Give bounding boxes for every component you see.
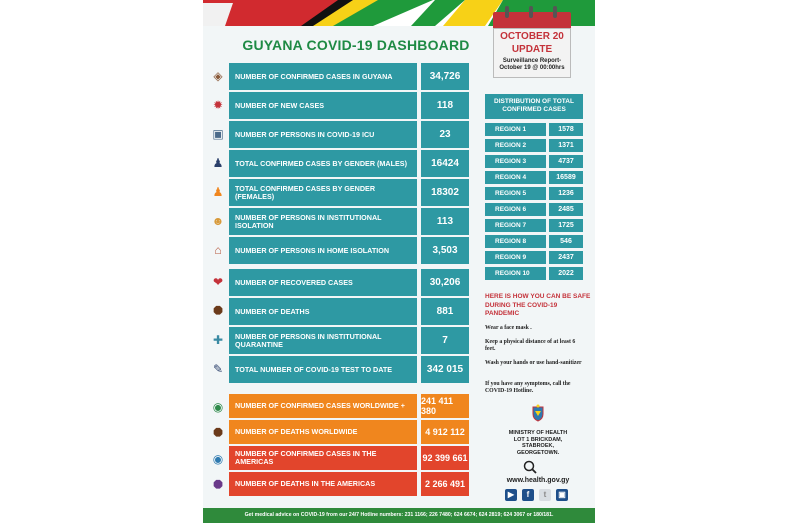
region-value: 2437 xyxy=(549,251,583,264)
nurse-icon: ☻ xyxy=(211,214,225,228)
calendar-ring xyxy=(553,6,557,18)
stat-row-quarantine xyxy=(211,327,469,354)
region-value: 2022 xyxy=(549,267,583,280)
update-date: OCTOBER 20 xyxy=(500,31,564,42)
surveillance-note-1: Surveillance Report- xyxy=(502,58,562,64)
stat-label: NUMBER OF CONFIRMED CASES WORLDWIDE + xyxy=(229,394,417,418)
stat-value: 241 411 380 xyxy=(421,394,469,418)
stat-row-confirmed xyxy=(211,63,469,90)
region-name: REGION 6 xyxy=(485,203,546,216)
stat-value: 342 015 xyxy=(421,356,469,383)
stat-value: 881 xyxy=(421,298,469,325)
stat-label: NUMBER OF DEATHS IN THE AMERICAS xyxy=(229,472,417,496)
region-row xyxy=(485,235,583,248)
stat-row-deaths xyxy=(211,298,469,325)
region-value: 16589 xyxy=(549,171,583,184)
virus-icon: ✹ xyxy=(212,98,224,112)
dashboard-poster xyxy=(203,0,595,523)
update-calendar xyxy=(493,4,571,78)
globe-icon: ◉ xyxy=(212,400,224,414)
stat-row-worldwide-cases xyxy=(211,394,469,421)
stat-label: NUMBER OF RECOVERED CASES xyxy=(229,269,417,296)
calendar-body xyxy=(493,28,571,78)
ministry-address-line: LOT 1 BRICKDAM, xyxy=(513,436,563,443)
region-row xyxy=(485,267,583,280)
region-name: REGION 4 xyxy=(485,171,546,184)
region-name: REGION 8 xyxy=(485,235,546,248)
heart-icon: ❤ xyxy=(212,275,224,289)
region-row xyxy=(485,155,583,168)
stat-value: 23 xyxy=(421,121,469,148)
web-search-icon xyxy=(523,460,537,474)
region-name: REGION 10 xyxy=(485,267,546,280)
stat-value: 3,503 xyxy=(421,237,469,264)
stat-label: TOTAL CONFIRMED CASES BY GENDER (FEMALES) xyxy=(229,179,417,206)
stat-label: NUMBER OF DEATHS xyxy=(229,298,417,325)
safety-tips xyxy=(485,293,591,394)
region-value: 1236 xyxy=(549,187,583,200)
region-row xyxy=(485,139,583,152)
youtube-icon[interactable]: ▶ xyxy=(505,489,517,501)
dashboard-title: GUYANA COVID-19 DASHBOARD xyxy=(242,37,470,53)
stat-row-tests xyxy=(211,356,469,383)
stat-row-males xyxy=(211,150,469,177)
test-icon: ✎ xyxy=(212,362,224,376)
stat-label: NUMBER OF PERSONS IN COVID-19 ICU xyxy=(229,121,417,148)
hospital-icon: ✚ xyxy=(212,333,224,347)
stat-value: 7 xyxy=(421,327,469,354)
region-value: 2485 xyxy=(549,203,583,216)
region-row xyxy=(485,171,583,184)
safety-tip: Keep a physical distance of at least 6 feet. xyxy=(485,339,576,352)
surveillance-note-2: October 19 @ 00:00hrs xyxy=(499,65,565,71)
region-row xyxy=(485,187,583,200)
stat-value: 118 xyxy=(421,92,469,119)
stat-label: NUMBER OF PERSONS IN INSTITUTIONAL ISOLATION xyxy=(229,208,417,235)
stat-label: TOTAL CONFIRMED CASES BY GENDER (MALES) xyxy=(229,150,417,177)
region-name: REGION 5 xyxy=(485,187,546,200)
male-icon: ♟ xyxy=(212,156,224,170)
stat-value: 113 xyxy=(421,208,469,235)
region-row xyxy=(485,251,583,264)
stat-label: NUMBER OF NEW CASES xyxy=(229,92,417,119)
region-name: REGION 3 xyxy=(485,155,546,168)
update-label: UPDATE xyxy=(511,44,553,55)
stat-label: TOTAL NUMBER OF COVID-19 TEST TO DATE xyxy=(229,356,417,383)
stat-row-home-isolation xyxy=(211,237,469,264)
stat-value: 30,206 xyxy=(421,269,469,296)
region-value: 1725 xyxy=(549,219,583,232)
ministry-address-line: GEORGETOWN. xyxy=(516,449,560,456)
stat-value: 92 399 661 xyxy=(421,446,469,470)
guyana-map-icon: ◈ xyxy=(213,69,223,83)
facebook-icon[interactable]: f xyxy=(522,489,534,501)
safety-tip: If you have any symptoms, call the COVID-19 Hotline. xyxy=(485,381,571,394)
stat-value: 18302 xyxy=(421,179,469,206)
safety-title: HERE IS HOW YOU CAN BE SAFE DURING THE COVID-19 PANDEMIC xyxy=(485,293,591,317)
region-row xyxy=(485,123,583,136)
social-links xyxy=(505,489,575,501)
stat-value: 2 266 491 xyxy=(421,472,469,496)
region-value: 4737 xyxy=(549,155,583,168)
female-icon: ♟ xyxy=(212,185,224,199)
coffin-icon: ⯃ xyxy=(213,426,223,440)
calendar-ring xyxy=(505,6,509,18)
stat-value: 16424 xyxy=(421,150,469,177)
stat-value: 4 912 112 xyxy=(421,420,469,444)
region-name: REGION 7 xyxy=(485,219,546,232)
safety-tip: Wear a face mask . xyxy=(485,325,532,331)
stat-row-americas-deaths xyxy=(211,472,469,499)
stat-row-institutional-isolation xyxy=(211,208,469,235)
region-value: 546 xyxy=(549,235,583,248)
region-value: 1371 xyxy=(549,139,583,152)
region-name: REGION 2 xyxy=(485,139,546,152)
stat-value: 34,726 xyxy=(421,63,469,90)
stat-label: NUMBER OF PERSONS IN HOME ISOLATION xyxy=(229,237,417,264)
stat-row-recovered xyxy=(211,269,469,296)
stat-row-icu xyxy=(211,121,469,148)
house-icon: ⌂ xyxy=(214,243,222,257)
instagram-icon[interactable]: ▣ xyxy=(556,489,568,501)
stat-label: NUMBER OF CONFIRMED CASES IN GUYANA xyxy=(229,63,417,90)
stat-label: NUMBER OF PERSONS IN INSTITUTIONAL QUARANTINE xyxy=(229,327,417,354)
regional-distribution xyxy=(485,94,583,277)
coffin-icon: ⯃ xyxy=(213,478,223,492)
stat-row-new-cases xyxy=(211,92,469,119)
region-row xyxy=(485,203,583,216)
icu-monitor-icon: ▣ xyxy=(212,127,224,141)
safety-tip: Wash your hands or use hand-sanitizer xyxy=(485,360,582,366)
ministry-address-line: STABROEK, xyxy=(522,443,554,449)
website-link[interactable]: www.health.gov.gy xyxy=(506,477,570,484)
globe-americas-icon: ◉ xyxy=(212,452,224,466)
stat-row-americas-cases xyxy=(211,446,469,473)
coat-of-arms-icon xyxy=(529,404,547,422)
region-value: 1578 xyxy=(549,123,583,136)
twitter-icon[interactable]: t xyxy=(539,489,551,501)
regions-title: DISTRIBUTION OF TOTAL CONFIRMED CASES xyxy=(485,94,583,119)
stat-label: NUMBER OF DEATHS WORLDWIDE xyxy=(229,420,417,444)
hotline-footer: Get medical advice on COVID-19 from our 24/7 Hotline numbers: 231 1166; 226 7480; 624 6674; 624 2819; 624 3067 or 180/181. xyxy=(203,508,595,523)
stat-label: NUMBER OF CONFIRMED CASES IN THE AMERICAS xyxy=(229,446,417,470)
ministry-address xyxy=(493,404,583,456)
ministry-name: MINISTRY OF HEALTH xyxy=(508,430,568,436)
stat-row-worldwide-deaths xyxy=(211,420,469,447)
calendar-ring xyxy=(529,6,533,18)
region-name: REGION 1 xyxy=(485,123,546,136)
region-row xyxy=(485,219,583,232)
stat-row-females xyxy=(211,179,469,206)
region-name: REGION 9 xyxy=(485,251,546,264)
coffin-icon: ⯃ xyxy=(213,304,223,318)
